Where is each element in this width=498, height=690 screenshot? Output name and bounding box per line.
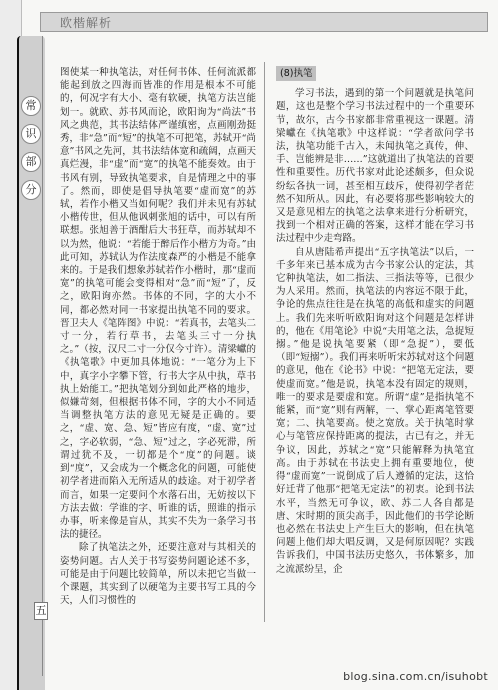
left-text-column xyxy=(60,66,256,626)
paragraph: 图使某一种执笔法，对任何书体、任何流派都能起到放之四海而皆准的作用是根本不可能的，何况字有大小、毫有软硬，执笔方法岂能划一。就欧、苏书风而论，欧阳询为“尚法”书风之典范，其书法结体严谨缜密，点画刚劲挺秀，非“急”而“短”的执笔不可把笔，苏轼开“尚意”书风之先河，其书法结体宽和疏阔，点画天真烂漫，非“虚”而“宽”的执笔不能奏效。由于书风有别，导致执笔要求，自是情理之中的事了。然而，即使是倡导执笔要“虚而宽”的苏轼，若作小楷又当如何呢？我们并未见有苏轼小楷传世，但从他讽刺张旭的话中，可以有所联想。张旭善于酒酣后大书狂草，而苏轼却不以为然，他说：“若能于醉后作小楷方为奇。”由此可知，苏轼认为作法度森严的小楷是不能拿来的。于是我们想象苏轼若作小楷时，那“虚而宽”的执笔可能会变得相对“急”而“短”了，反之，欧阳询亦然。书体的不同，字的大小不同，都必然对同一书家提出执笔不同的要求。晋卫夫人《笔阵图》中说：“若真书，去笔头二寸一分，若行草书，去笔头三寸一分执之。”（按，汉尺二寸一分仅今寸许）。清梁巘的《执笔歌》中更加具体地说：“一笔分为上下中，真字小字攀下管，行书大字从中执，草书执上始能工。”把执笔划分到如此严格的地步，似嫌苛刻，但根据书体不同，字的大小不同适当调整执笔方法的意见无疑是正确的。要之，“虚、宽、急、短”皆应有度，“虚、宽”过之，字必软弱，“急、短”过之，字必死滞，所谓过犹不及，一切都是个“度”的问题。谈到“度”，又会成为一个概念化的问题，可能使初学者进而陷入无所适从的歧途。对于初学者而言，如果一定要问个水落石出，无妨按以下方法去做：学谁的字、听谁的话，照谁的指示办事，听来像是盲从，其实不失为一条学习书法的捷径。 xyxy=(60,67,256,541)
margin-rule xyxy=(42,36,43,676)
side-tab-char: 识 xyxy=(21,124,41,144)
column-divider xyxy=(264,62,265,622)
right-text-column xyxy=(276,66,474,626)
side-tab-char: 分 xyxy=(21,180,41,200)
book-title: 欧楷解析 xyxy=(60,16,113,30)
section-heading: (8)执笔 xyxy=(276,66,316,81)
paragraph: 自从唐陆希声提出“五字执笔法”以后，一千多年来已基本成为古今书家公认的定法，其它种执笔法，如二指法、三指法等等，已很少为人采用。然而，执笔法的内容远不限于此，争论的焦点往往是在执笔的高低和虚实的问题上。我们先来听听欧阳询对这个问题是怎样讲的，他在《用笔论》中说“夫用笔之法，急捉短搦。”他是说执笔要紧（即“急捉”），要低（即“短搦”）。我们再来听听宋苏轼对这个问题的意见，他在《论书》中说：“把笔无定法，要使虚而宽。”他是说，执笔本没有固定的规则，唯一的要求是要虚和宽。所谓“虚”是指执笔不能紧，而“宽”则有两解，一、掌心距离笔管要宽；二、执笔要高。使之宽放。关于执笔时掌心与笔管应保持距离的提法，古已有之，并无争议，因此，苏轼之“宽”只能解释为执笔宜高。由于苏轼在书法史上拥有重要地位，使得“虚而宽”一说倒成了后人遵循的定法，这恰好迁背了他那“把笔无定法”的初衷。论到书法水平，当然无可争议，欧、苏二人各自都是唐、宋时期的顶尖高手，因此他们的书学论断也必然在书法史上产生巨大的影响，但在执笔问题上他们却大唱反调，又是何原因呢？实践告诉我们，中国书法历史悠久，书体繁多，加之流派纷呈，企 xyxy=(276,246,474,575)
paragraph: 除了执笔法之外，还要注意对与其相关的姿势问题。古人关于书写姿势问题论述不多，可能是由于问题比较简单，所以未把它当做一个课题，其实到了以硬笔为主要书写工具的今天，人们习惯性的 xyxy=(60,542,256,607)
paragraph: 学习书法，遇到的第一个问题就是执笔问题，这也是整个学习书法过程中的一个重要环节，故尔，古今书家都非常重视这一课题。清梁巘在《执笔歌》中这样说：“学者欲问学书法，执笔功能千古入，未闻执笔之真传，伸、手、岂能辨是非……”这就道出了执笔法的首要性和重要性。历代书家对此论述颇多，但众说纷纭各执一词，甚至相互歧斥，使得初学者茫然不知所从。因此，有必要将那些影响较大的又是意见相左的执笔之法拿来进行分析研究，找到一个相对正确的答案，这样才能在学习书法过程中少走弯路。 xyxy=(276,88,474,245)
source-watermark: blog.sina.com.cn/isuhobt xyxy=(343,670,488,683)
side-tab-char: 常 xyxy=(21,96,41,116)
page-number: 五 xyxy=(34,602,48,620)
side-tab-char: 部 xyxy=(21,152,41,172)
